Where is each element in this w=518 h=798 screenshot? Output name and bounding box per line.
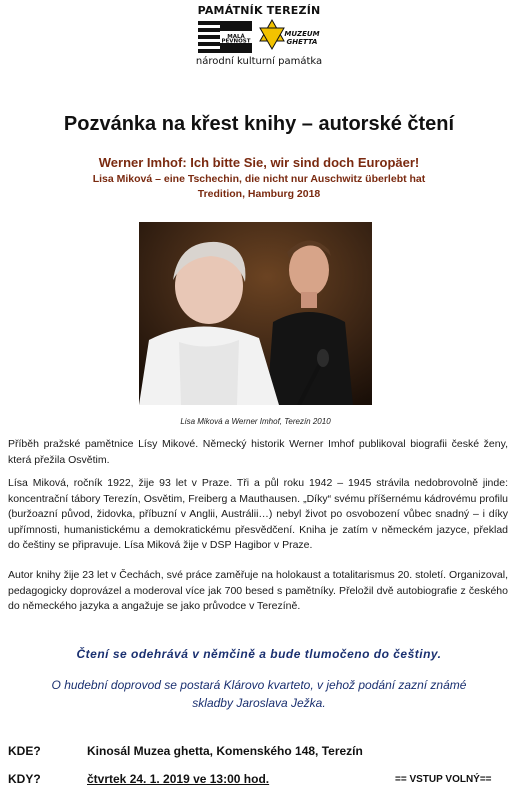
biography-paragraph: Lísa Miková, ročník 1922, žije 93 let v Praze. Tři a půl roku 1942 – 1945 strávila nedobrovolně jinde: koncentrační tábory Terezín, Osvětim, Freiberg a Mauthausen. „Díky“ svému příšernému kádrovému profilu (buržoazní původ, židovka, příbuzní v Anglii, Austrálii…) nebyl život po osvobození vůbec snadný – i díky upřímnosti, humanistickému a demokratickému přesvědčení. Kniha je zatím v německém jazyce, překlad do češtiny se připravuje. Lísa Miková žije v DSP Hagibor v Praze. xyxy=(8,477,508,552)
ghetta-text: GHETTA xyxy=(286,38,318,46)
book-publisher: Tredition, Hamburg 2018 xyxy=(197,188,321,200)
pevnost-text: PEVNOST xyxy=(221,38,251,45)
national-monument-subtitle: národní kulturní památka xyxy=(195,56,323,67)
intro-paragraph: Příběh pražské pamětnice Lísy Mikové. Německý historik Werner Imhof publikoval biografii české ženy, která přežila Osvětim. xyxy=(8,438,508,466)
event-photo xyxy=(139,222,372,405)
author-paragraph: Autor knihy žije 23 let v Čechách, své práce zaměřuje na holokaust a totalitarismus 20. století. Organizoval, pedagogicky doprovázel a moderoval více jak 700 besed s pamětníky. Přeložil dvě autobiografie z českého do německého jazyka a angažuje se jako průvodce v Terezíně. xyxy=(8,569,508,613)
book-title: Werner Imhof: Ich bitte Sie, wir sind doch Europäer! xyxy=(98,155,420,170)
muzeum-ghetta-logo xyxy=(258,19,322,55)
free-entry-note: == VSTUP VOLNÝ== xyxy=(395,774,492,785)
music-note: O hudební doprovod se postará Klárovo kvarteto, v jehož podání zazní známé skladby Jaroslava Ježka. xyxy=(51,678,467,710)
header-logo xyxy=(194,4,324,68)
page-title: Pozvánka na křest knihy – autorské čtení xyxy=(63,113,455,135)
mala-text: MALÁ xyxy=(227,34,245,40)
when-label: KDY? xyxy=(8,772,41,786)
when-value: čtvrtek 24. 1. 2019 ve 13:00 hod. xyxy=(87,772,270,786)
language-note: Čtení se odehrává v němčině a bude tlumočeno do češtiny. xyxy=(76,647,442,661)
photo-caption: Lisa Miková a Werner Imhof, Terezín 2010 xyxy=(180,417,331,426)
where-label: KDE? xyxy=(8,744,41,758)
muzeum-text: MUZEUM xyxy=(284,30,320,38)
book-subtitle: Lisa Miková – eine Tschechin, die nicht nur Auschwitz überlebt hat xyxy=(92,173,426,185)
mala-pevnost-logo xyxy=(198,21,252,53)
org-name: PAMÁTNÍK TEREZÍN xyxy=(197,4,321,17)
where-value: Kinosál Muzea ghetta, Komenského 148, Terezín xyxy=(87,744,363,758)
